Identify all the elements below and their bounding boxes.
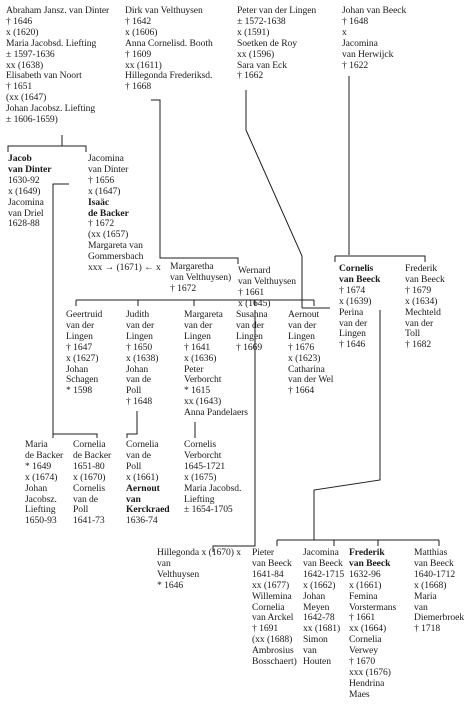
- node-line: van de: [73, 493, 99, 505]
- node-line: † 1674: [339, 284, 366, 296]
- node-line: xx (1677): [252, 579, 290, 591]
- node-line: van Beeck: [349, 557, 391, 569]
- node-line: x (1606): [125, 26, 158, 38]
- node-line: x (1674): [25, 471, 58, 483]
- node-cornelis-verborcht: [184, 440, 241, 516]
- node-line: Abraham Jansz. van Dinter: [6, 5, 110, 16]
- node-line: Anna Pandelaers: [184, 407, 248, 419]
- node-dirk: [125, 6, 213, 93]
- node-line: Jacomina: [303, 547, 339, 558]
- node-line: van Beeck: [414, 557, 454, 569]
- node-line: van Herwijck: [342, 48, 394, 60]
- node-line: Aernout: [126, 482, 160, 494]
- node-line: de Backer: [88, 207, 129, 219]
- node-line: † 1668: [125, 81, 152, 93]
- node-line: Gommersbach: [88, 251, 144, 263]
- node-line: 1645-1721: [184, 460, 226, 472]
- node-margaretha-velthuysen: [170, 262, 231, 295]
- node-line: † 1664: [288, 385, 315, 397]
- node-line: Lingen: [288, 330, 315, 342]
- node-line: † 1642: [125, 15, 152, 27]
- node-line: Lingen: [126, 330, 153, 342]
- node-line: Margareta van: [88, 240, 143, 252]
- node-line: xx (1638): [6, 59, 44, 71]
- node-line: Toll: [405, 328, 421, 340]
- node-line: † 1670: [349, 656, 376, 668]
- node-line: x (1638): [126, 352, 159, 364]
- node-line: van: [303, 645, 317, 657]
- node-line: van Beeck: [339, 273, 381, 285]
- node-line: x (1647): [88, 185, 121, 197]
- node-line: Schagen: [66, 374, 99, 386]
- node-line: Soetken de Roy: [237, 37, 298, 49]
- node-line: van: [414, 601, 428, 613]
- node-line: Anna Cornelisd. Booth: [125, 37, 213, 49]
- node-line: * 1646: [157, 579, 184, 591]
- node-line: 1636-74: [126, 515, 158, 527]
- node-line: Lingen: [66, 330, 93, 342]
- node-line: van de: [126, 449, 152, 461]
- node-line: van Velthuysen): [170, 271, 232, 283]
- node-line: xx (1596): [237, 48, 275, 60]
- node-line: van Driel: [8, 207, 44, 219]
- node-line: ± 1606-1659): [6, 114, 58, 126]
- node-line: † 1662: [237, 70, 264, 82]
- node-line: Liefting: [184, 493, 215, 505]
- node-line: Diemerbroek: [414, 612, 465, 624]
- node-line: Jacomina: [342, 37, 378, 49]
- node-line: Hendrina: [349, 677, 385, 689]
- node-line: xx (1681): [303, 623, 341, 635]
- node-line: Lingen: [184, 330, 211, 342]
- node-line: 1641-73: [73, 515, 105, 527]
- node-line: van der Wel: [288, 374, 334, 386]
- node-hillegonda: [157, 548, 241, 592]
- node-line: x (1661): [126, 471, 159, 483]
- node-line: Hillegonda Frederiksd.: [125, 70, 213, 82]
- node-line: Pieter: [252, 547, 275, 558]
- node-line: 1632-96: [349, 568, 381, 580]
- node-line: ± 1654-1705: [184, 504, 233, 516]
- node-line: † 1672: [170, 282, 197, 294]
- node-line: x (1620): [6, 26, 39, 38]
- node-line: Dirk van Velthuysen: [125, 5, 203, 16]
- node-maria-backer: [25, 440, 63, 527]
- node-line: xx (1664): [349, 623, 387, 635]
- node-line: Poll: [73, 504, 89, 516]
- node-line: † 1661: [238, 286, 265, 298]
- node-line: van de: [126, 374, 152, 386]
- node-line: 1651-80: [73, 460, 105, 472]
- node-line: de Backer: [73, 449, 112, 461]
- node-line: † 1646: [6, 15, 33, 27]
- node-cornelia-poll: [126, 440, 170, 527]
- node-line: † 1691: [252, 623, 279, 635]
- node-line: Jacomina: [8, 196, 44, 208]
- node-line: Ambrosius: [252, 645, 294, 657]
- node-line: Hillegonda x (1670) x: [157, 547, 241, 558]
- node-line: Peter van der Lingen: [237, 5, 317, 16]
- node-line: Perina: [339, 306, 364, 318]
- node-line: van Arckel: [252, 612, 294, 624]
- node-line: † 1718: [414, 623, 441, 635]
- node-line: Cornelis: [339, 263, 374, 274]
- node-line: Peter: [184, 363, 204, 375]
- node-line: Willemina: [252, 590, 292, 602]
- node-line: † 1622: [342, 59, 369, 71]
- node-line: † 1646: [339, 339, 366, 351]
- node-line: Margareta: [184, 309, 223, 320]
- node-pieter-beeck: [252, 548, 297, 668]
- node-line: 1642-1715: [303, 568, 345, 580]
- node-line: van der: [66, 319, 95, 331]
- node-line: Femina: [349, 590, 378, 602]
- connector-debacker-sibling: [53, 434, 97, 438]
- node-line: Johan: [126, 363, 149, 375]
- node-line: Geertruid: [66, 309, 103, 320]
- node-line: van Dinter: [8, 163, 52, 175]
- node-line: Verwey: [349, 645, 379, 657]
- connector-abraham-children: [8, 135, 62, 152]
- node-line: Poll: [126, 460, 142, 472]
- node-line: van Beeck: [252, 557, 292, 569]
- node-line: 1650-93: [25, 515, 57, 527]
- node-line: van der: [288, 319, 317, 331]
- node-line: ± 1597-1636: [6, 48, 55, 60]
- node-line: xxx → (1671) ← x: [88, 262, 161, 274]
- node-line: Jacobsz.: [25, 493, 57, 505]
- node-line: Lingen: [236, 330, 263, 342]
- node-line: Judith: [126, 309, 150, 320]
- node-geertruid: [66, 310, 102, 397]
- node-susanna: [236, 310, 268, 354]
- node-line: † 1647: [66, 341, 93, 353]
- node-line: * 1615: [184, 385, 211, 397]
- node-line: x (1636): [184, 352, 217, 364]
- node-line: Bosschaert): [252, 656, 297, 668]
- node-johan-beeck: [342, 6, 406, 71]
- node-line: Liefting: [25, 504, 56, 516]
- node-line: Velthuysen: [157, 568, 200, 580]
- node-line: x (1661): [349, 579, 382, 591]
- node-line: Frederik: [405, 263, 438, 274]
- node-line: 1628-88: [8, 218, 40, 230]
- node-line: xxx (1676): [349, 666, 391, 678]
- node-frederik-beeck: [349, 548, 396, 701]
- node-line: † 1641: [184, 341, 211, 353]
- node-line: Cornelis: [184, 439, 217, 450]
- node-line: 1641-84: [252, 568, 284, 580]
- node-line: x (1649): [8, 185, 41, 197]
- node-line: van Velthuysen: [238, 275, 297, 287]
- node-line: van der: [339, 317, 368, 329]
- node-line: Cornelia: [252, 601, 285, 613]
- connector-judith-cornelia: [127, 411, 137, 438]
- node-line: Johan van Beeck: [342, 5, 407, 16]
- node-matthias: [414, 548, 464, 635]
- node-line: Houten: [303, 656, 331, 668]
- node-line: van der: [236, 319, 265, 331]
- node-aernout-lingen: [288, 310, 333, 397]
- node-line: Simon: [303, 634, 328, 646]
- node-line: Jacomina: [88, 153, 124, 164]
- node-line: Verborcht: [184, 374, 222, 386]
- node-abraham: [6, 6, 109, 126]
- node-line: x: [342, 26, 347, 38]
- node-line: 1630-92: [8, 174, 40, 186]
- node-frederik-1679: [405, 264, 445, 351]
- node-line: Maria Jacobsd. Liefting: [6, 37, 97, 49]
- node-line: † 1650: [126, 341, 153, 353]
- node-line: † 1656: [88, 174, 115, 186]
- node-line: Frederik: [349, 547, 385, 558]
- node-line: x (1662): [303, 579, 336, 591]
- node-line: (xx (1657): [88, 229, 129, 241]
- node-line: van der: [126, 319, 155, 331]
- node-line: van der: [405, 317, 434, 329]
- node-line: ± 1572-1638: [237, 15, 286, 27]
- node-line: Poll: [126, 385, 142, 397]
- node-cornelia-backer: [73, 440, 111, 527]
- connector-dirk-wernard: [151, 100, 238, 264]
- node-judith: [126, 310, 158, 408]
- node-line: † 1661: [349, 612, 376, 624]
- connector-jacomina-siblings: [62, 146, 86, 152]
- node-line: Maria Jacobsd.: [184, 482, 242, 494]
- node-line: (xx (1647): [6, 92, 47, 104]
- node-jacob: [8, 154, 51, 230]
- node-line: x (1670): [73, 471, 106, 483]
- node-line: de Backer: [25, 449, 64, 461]
- node-line: Verborcht: [184, 449, 222, 461]
- node-line: van Dinter: [88, 163, 129, 175]
- node-line: x (1634): [405, 295, 438, 307]
- node-line: Aernout: [288, 309, 320, 320]
- node-line: † 1672: [88, 218, 115, 230]
- node-line: † 1679: [405, 284, 432, 296]
- node-line: † 1648: [126, 396, 153, 408]
- node-line: † 1669: [236, 341, 263, 353]
- node-line: Margaretha: [170, 261, 214, 272]
- node-line: 1642-78: [303, 612, 335, 624]
- node-line: † 1651: [6, 81, 33, 93]
- node-line: van Beeck: [405, 273, 445, 285]
- node-line: Johan: [303, 590, 326, 602]
- node-line: * 1649: [25, 460, 52, 472]
- node-line: Mechteld: [405, 306, 441, 318]
- node-line: † 1682: [405, 339, 432, 351]
- node-line: Cornelia: [73, 439, 106, 450]
- node-line: x (1627): [66, 352, 99, 364]
- node-line: * 1598: [66, 385, 93, 397]
- node-line: xx (1611): [125, 59, 162, 71]
- node-line: van: [126, 493, 141, 505]
- node-line: Wernard: [238, 265, 271, 276]
- connector-beeck-siblings-bar: [335, 256, 425, 262]
- node-line: x (1668): [414, 579, 447, 591]
- node-line: † 1609: [125, 48, 152, 60]
- node-line: Kerckraed: [126, 504, 170, 516]
- node-line: x (1639): [339, 295, 372, 307]
- node-line: Sara van Eck: [237, 59, 288, 71]
- node-line: Matthias: [414, 547, 448, 558]
- node-line: Vorstermans: [349, 601, 397, 613]
- node-line: † 1676: [288, 341, 315, 353]
- node-line: van der: [184, 319, 213, 331]
- node-line: x (1645): [238, 297, 271, 309]
- node-line: Cornelia: [126, 439, 159, 450]
- node-line: Jacob: [8, 153, 32, 164]
- node-line: Maria: [414, 590, 437, 602]
- node-jacomina-beeck: [303, 548, 344, 668]
- node-line: van Beeck: [303, 557, 343, 569]
- node-line: Maes: [349, 688, 370, 700]
- node-line: x (1591): [237, 26, 270, 38]
- node-line: Maria: [25, 439, 48, 450]
- node-line: Meyen: [303, 601, 330, 613]
- node-line: Johan: [66, 363, 89, 375]
- node-line: Lingen: [339, 328, 366, 340]
- node-line: Johan Jacobsz. Liefting: [6, 103, 96, 115]
- node-line: (xx (1688): [252, 634, 293, 646]
- node-line: Cornelis: [73, 482, 106, 494]
- node-peter: [237, 6, 316, 82]
- node-line: Isaäc: [88, 196, 110, 208]
- node-jacomina-dinter: [88, 154, 161, 274]
- node-line: van: [157, 557, 171, 569]
- node-line: Elisabeth van Noort: [6, 70, 82, 82]
- node-wernard: [238, 266, 296, 310]
- node-line: x (1623): [288, 352, 321, 364]
- node-line: † 1648: [342, 15, 369, 27]
- node-line: Susanna: [236, 309, 268, 320]
- node-line: xx (1643): [184, 396, 222, 408]
- node-line: 1640-1712: [414, 568, 456, 580]
- node-line: Catharina: [288, 363, 325, 375]
- node-line: Cornelia: [349, 634, 382, 646]
- node-line: Johan: [25, 482, 48, 494]
- node-cornelis-beeck: [339, 264, 380, 351]
- node-line: x (1675): [184, 471, 217, 483]
